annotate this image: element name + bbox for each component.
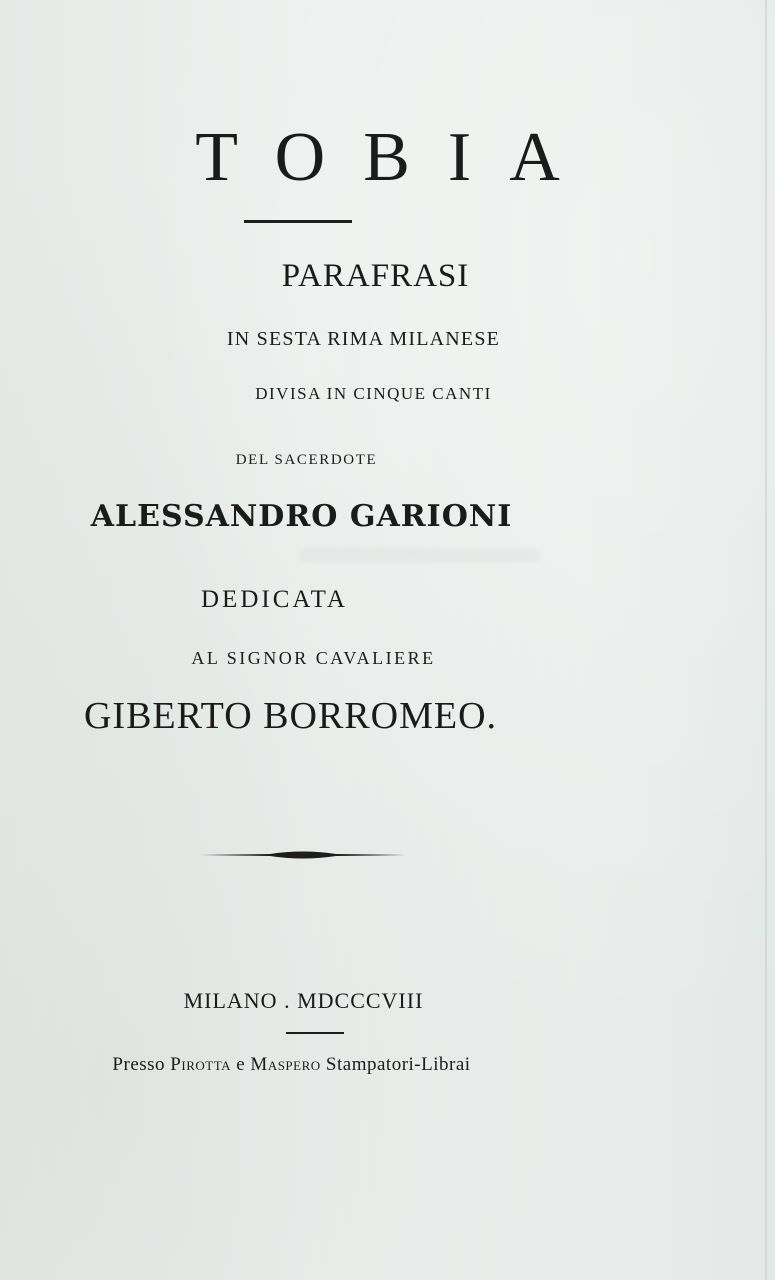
printer-name-1: Pirotta xyxy=(170,1054,231,1075)
meter-line: IN SESTA RIMA MILANESE xyxy=(226,328,501,350)
author-name: ALESSANDRO GARIONI xyxy=(90,499,513,534)
printer-line xyxy=(0,1054,679,1076)
subtitle: PARAFRASI xyxy=(281,258,470,294)
page-fold-shadow xyxy=(765,0,767,1280)
printer-suffix: Stampatori-Librai xyxy=(325,1054,471,1075)
by-line: DEL SACERDOTE xyxy=(235,452,378,468)
division-line: DIVISA IN CINQUE CANTI xyxy=(255,384,492,403)
printer-conjunction: e xyxy=(236,1054,246,1075)
bleed-through-shadow xyxy=(300,548,540,562)
dedication-heading: DEDICATA xyxy=(201,586,348,613)
patron-name: GIBERTO BORROMEO. xyxy=(83,695,498,737)
printer-name-2: Maspero xyxy=(250,1054,321,1075)
dedicatee-title-line: AL SIGNOR CAVALIERE xyxy=(191,648,436,668)
imprint-place-date: MILANO . MDCCCVIII xyxy=(183,988,424,1013)
title-rule xyxy=(244,220,352,223)
printer-prefix: Presso xyxy=(112,1054,166,1075)
ornamental-rule xyxy=(200,848,406,862)
book-title: TOBIA xyxy=(195,119,598,196)
imprint-rule xyxy=(286,1032,344,1034)
